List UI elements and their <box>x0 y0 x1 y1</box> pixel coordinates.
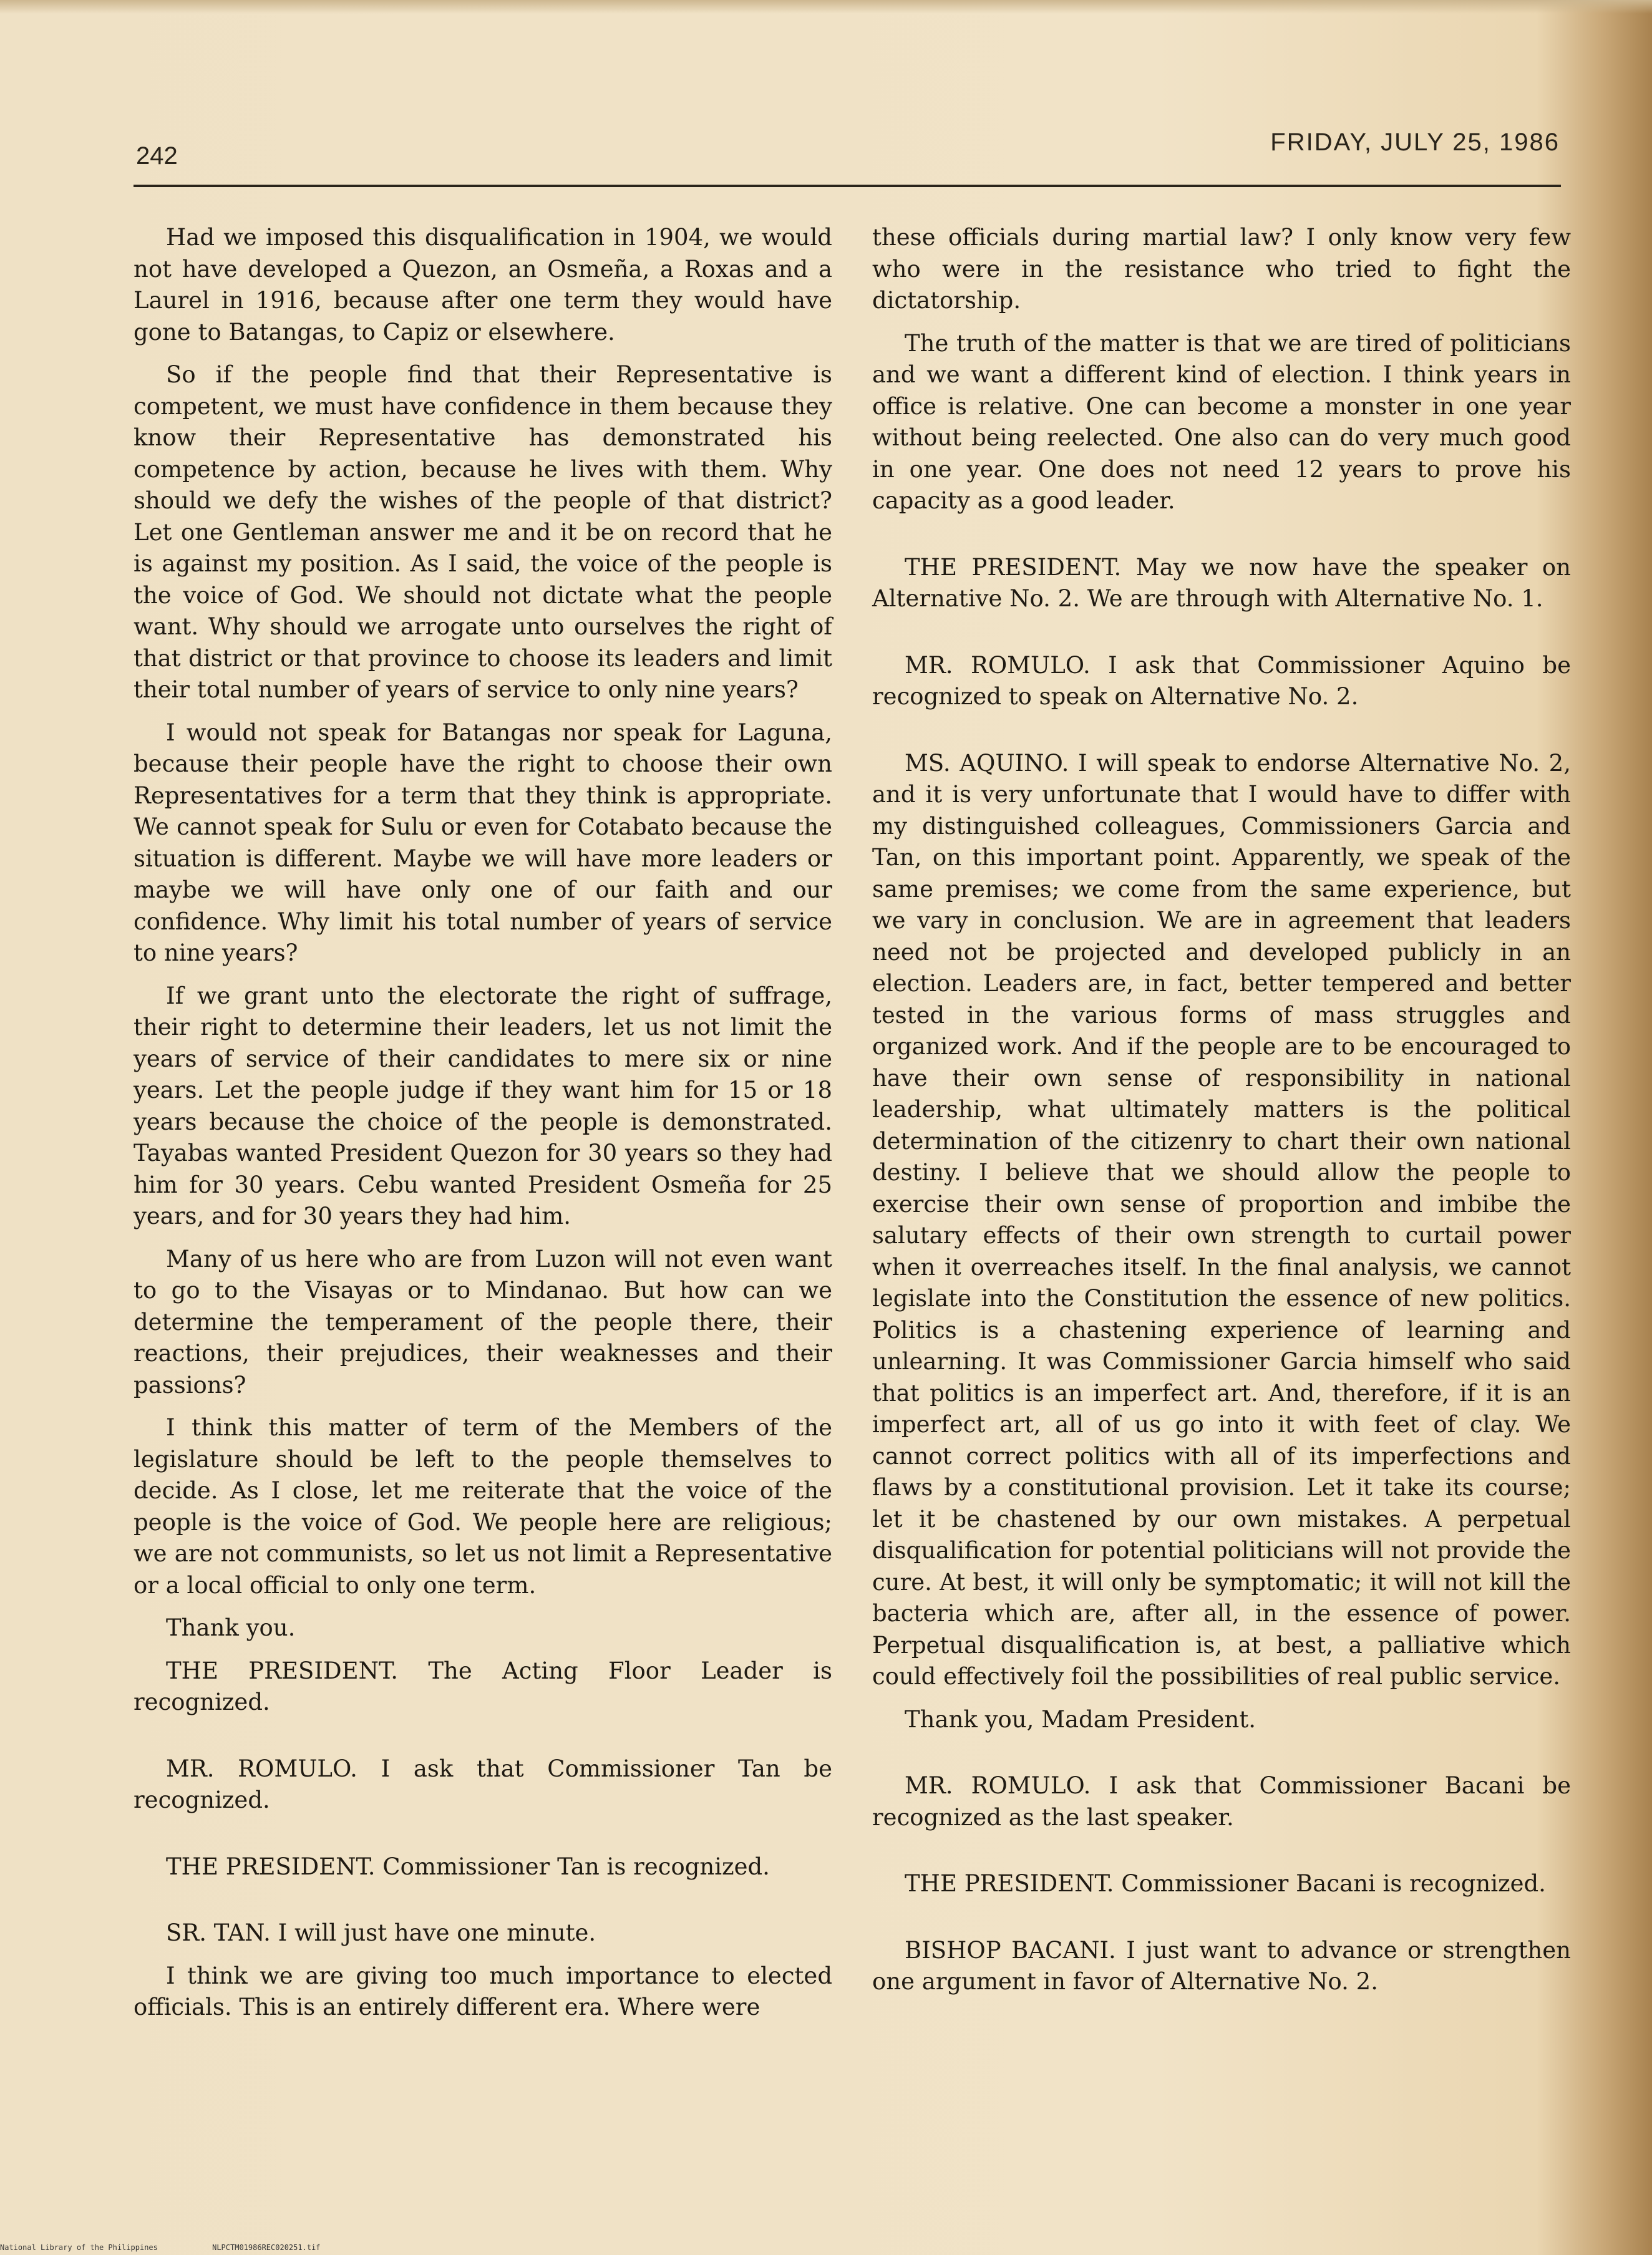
speaker-paragraph: THE PRESIDENT. Commissioner Tan is recognized. <box>166 1853 770 1880</box>
paragraph: Thank you, Madam President. <box>905 1705 1256 1733</box>
paragraph: Thank you. <box>166 1614 296 1641</box>
paragraph: I think this matter of term of the Members of the legislature should be left to the people themselves to decide. As I close, let me reiterate that the voice of the people is the voice of God. We people here are religious; we are not communists, so let us not limit a Representative or a local official to only one term. <box>134 1414 832 1599</box>
scan-footer <box>0 2243 561 2255</box>
speaker-paragraph: SR. TAN. I will just have one minute. <box>166 1919 596 1946</box>
page-top-edge <box>0 0 1652 14</box>
speaker-paragraph: MR. ROMULO. I ask that Commissioner Bacani be recognized as the last speaker. <box>872 1772 1571 1831</box>
running-header <box>136 129 1560 178</box>
paragraph: Had we imposed this disqualification in 1904, we would not have developed a Quezon, an Osmeña, a Roxas and a Laurel in 1916, because after one term they would have gone to Batangas, to Capiz or elsewhere. <box>134 224 832 346</box>
paragraph: The truth of the matter is that we are tired of politicians and we want a different kind of election. I think years in office is relative. One can become a monster in one year without being reelected. One also can do very much good in one year. One does not need 12 years to prove his capacity as a good leader. <box>872 329 1571 514</box>
speaker-paragraph: BISHOP BACANI. I just want to advance or strengthen one argument in favor of Alternative No. 2. <box>872 1936 1571 1995</box>
file-id: NLPCTM01986REC020251.tif <box>212 2243 321 2252</box>
speaker-paragraph: MS. AQUINO. I will speak to endorse Alternative No. 2, and it is very unfortunate that I would have to differ with my distinguished colleagues, Commissioners Garcia and Tan, on this important point. Apparently, we speak of the same premises; we come from the same experience, but we vary in conclusion. We are in agreement that leaders need not be projected and developed publicly in an election. Leaders are, in fact, better tempered and better tested in the various forms of mass struggles and organized work. And if the people are to be encouraged to have their own sense of responsibility in national leadership, what ultimately matters is the political determination of the citizenry to chart their own national destiny. I believe that we should allow the people to exercise their own sense of proportion and imbibe the salutary effects of their own strength to curtail power when it overreaches itself. In the final analysis, we cannot legislate into the Constitution the essence of new politics. Politics is a chastening experience of learning and unlearning. It was Commissioner Garcia himself who said that politics is an imperfect art. And, therefore, if it is an imperfect art, all of us go into it with feet of clay. We cannot correct politics with all of its imperfections and flaws by a constitutional provision. Let it take its course; let it be chastened by our own mistakes. A perpetual disqualification for potential politicians will not provide the cure. At best, it will only be symptomatic; it will not kill the bacteria which are, after all, in the essence of power. Perpetual disqualification is, at best, a palliative which could effectively foil the possibilities of real public service. <box>872 749 1571 1690</box>
speaker-paragraph: MR. ROMULO. I ask that Commissioner Tan be recognized. <box>134 1755 832 1813</box>
right-column <box>872 222 1571 2009</box>
library-credit: National Library of the Philippines <box>0 2243 158 2252</box>
speaker-paragraph: MR. ROMULO. I ask that Commissioner Aquino be recognized to speak on Alternative No. 2. <box>872 651 1571 710</box>
paragraph: So if the people find that their Representative is competent, we must have confidence in them because they know their Representative has demonstrated his competence by action, because he lives with them. Why should we defy the wishes of the people of that district? Let one Gentleman answer me and it be on record that he is against my position. As I said, the voice of the people is the voice of God. We should not dictate what the people want. Why should we arrogate unto ourselves the right of that district or that province to choose its leaders and limit their total number of years of service to only nine years? <box>134 361 832 703</box>
speaker-paragraph: THE PRESIDENT. May we now have the speaker on Alternative No. 2. We are through with Alternative No. 1. <box>872 553 1571 612</box>
left-column <box>134 222 832 2035</box>
speaker-paragraph: THE PRESIDENT. The Acting Floor Leader is recognized. <box>134 1657 832 1715</box>
paragraph: Many of us here who are from Luzon will not even want to go to the Visayas or to Mindanao. But how can we determine the temperament of the people there, their reactions, their prejudices, their weaknesses and their passions? <box>134 1245 832 1399</box>
speaker-paragraph: THE PRESIDENT. Commissioner Bacani is recognized. <box>905 1870 1546 1897</box>
paragraph: these officials during martial law? I only know very few who were in the resistance who tried to fight the dictatorship. <box>872 224 1571 314</box>
session-date: FRIDAY, JULY 25, 1986 <box>1270 129 1560 156</box>
page-number: 242 <box>136 142 178 170</box>
paragraph: I would not speak for Batangas nor speak for Laguna, because their people have the right to choose their own Representatives for a term that they think is appropriate. We cannot speak for Sulu or even for Cotabato because the situation is different. Maybe we will have more leaders or maybe we will have only one of our faith and our confidence. Why limit his total number of years of service to nine years? <box>134 719 832 966</box>
header-rule <box>134 185 1561 187</box>
paragraph: If we grant unto the electorate the right of suffrage, their right to determine their leaders, let us not limit the years of service of their candidates to mere six or nine years. Let the people judge if they want him for 15 or 18 years because the choice of the people is demonstrated. Tayabas wanted President Quezon for 30 years so they had him for 30 years. Cebu wanted President Osmeña for 25 years, and for 30 years they had him. <box>134 982 832 1229</box>
paragraph: I think we are giving too much importance to elected officials. This is an entirely different era. Where were <box>134 1962 832 2020</box>
